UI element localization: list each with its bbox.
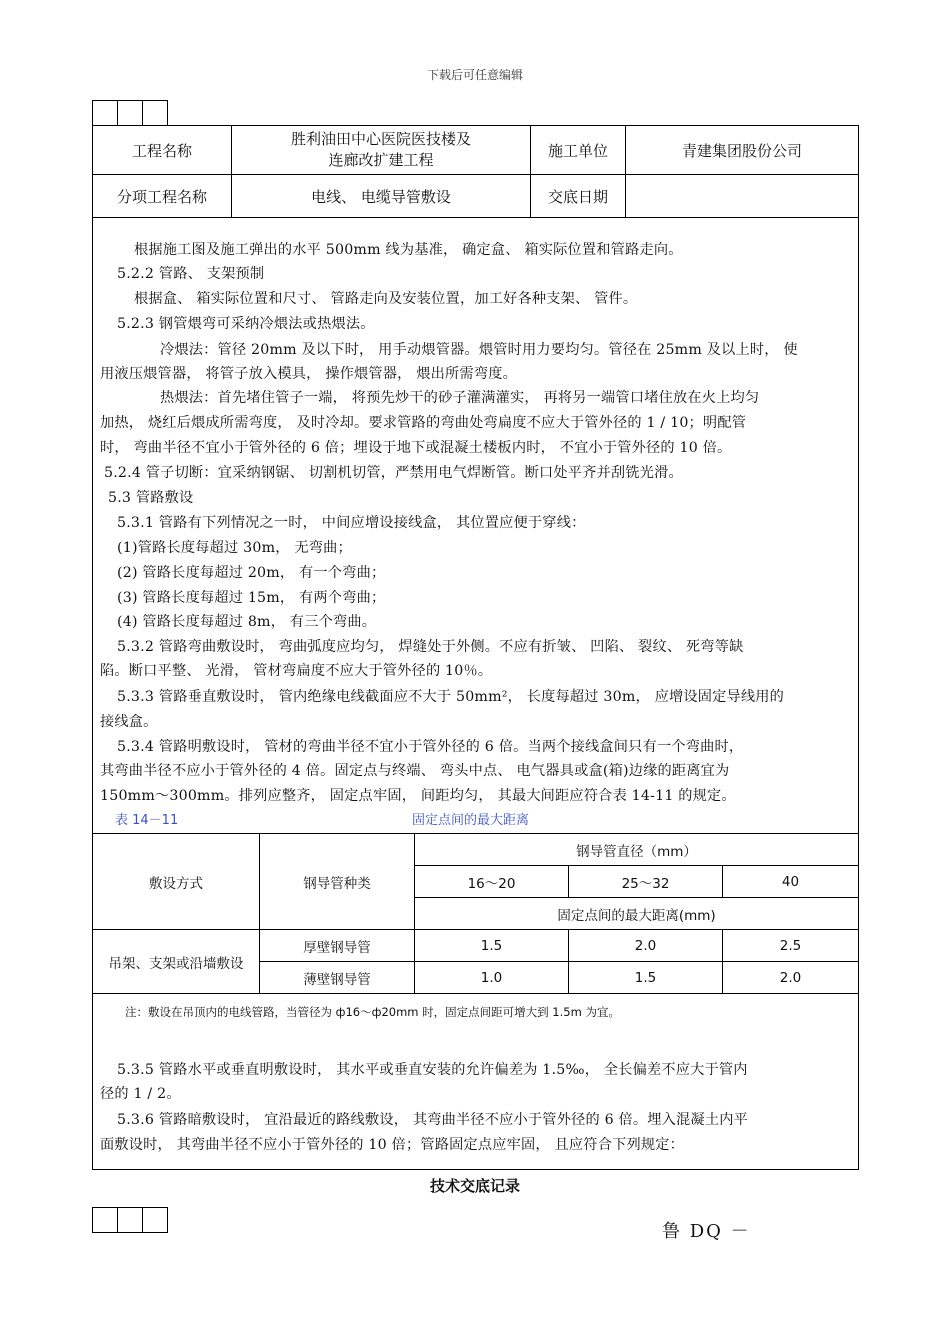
project-name-line2: 连廊改扩建工程 [328, 151, 434, 169]
code-boxes-top [92, 100, 167, 126]
body-line: 根据盒、 箱实际位置和尺寸、 管路走向及安装位置，加工好各种支架、 管件。 [134, 291, 638, 307]
date-value [626, 175, 859, 218]
document-code: 鲁 DQ － [662, 1221, 751, 1242]
footer-title: 技术交底记录 [429, 1177, 520, 1195]
value-cell: 2.0 [723, 962, 859, 994]
value-cell: 1.0 [415, 962, 569, 994]
body-line: 5.3.4 管路明敷设时， 管材的弯曲半径不宜小于管外径的 6 倍。当两个接线盒间只有一个弯曲时， [117, 739, 744, 755]
code-box [142, 1207, 168, 1233]
body-line: 接线盒。 [100, 714, 158, 730]
table-caption-number: 表 14－11 [115, 813, 179, 828]
body-line: 150mm～300mm。排列应整齐， 固定点牢固， 间距均匀， 其最大间距应符合表 14-11 的规定。 [100, 788, 736, 804]
project-name [232, 126, 531, 175]
type-cell: 厚壁钢导管 [260, 930, 415, 962]
header-note: 下载后可任意编辑 [426, 68, 523, 82]
list-item: (3) 管路长度每超过 15m， 有两个弯曲； [117, 590, 386, 606]
section-heading: 5.2.2 管路、 支架预制 [117, 266, 265, 282]
size-header: 25～32 [569, 866, 723, 898]
date-label: 交底日期 [531, 175, 626, 218]
body-line: 面敷设时， 其弯曲半径不应小于管外径的 10 倍；管路固定点应牢固， 且应符合下列规定： [100, 1137, 685, 1153]
type-cell: 薄壁钢导管 [260, 962, 415, 994]
value-cell: 1.5 [415, 930, 569, 962]
contractor: 青建集团股份公司 [626, 126, 859, 175]
code-box [92, 1207, 118, 1233]
project-info-table [92, 125, 859, 218]
section-heading: 5.2.4 管子切断：宜采纳钢锯、 切割机切管，严禁用电气焊断管。断口处平齐并刮铣光滑。 [104, 465, 683, 481]
table-note: 注：敷设在吊顶内的电线管路，当管径为 ф16～ф20mm 时，固定点间距可增大到 1.5m 为宜。 [125, 1005, 620, 1019]
body-line: 5.3.2 管路弯曲敷设时， 弯曲弧度应均匀， 焊缝处于外侧。不应有折皱、 凹陷、 裂纹、 死弯等缺 [117, 639, 744, 655]
value-cell: 2.0 [569, 930, 723, 962]
body-line: 径的 1 / 2。 [100, 1086, 181, 1102]
method-cell: 吊架、支架或沿墙敷设 [93, 930, 260, 994]
body-line: 时， 弯曲半径不宜小于管外径的 6 倍；埋设于地下或混凝土楼板内时， 不宜小于管外径的 10 倍。 [100, 440, 732, 456]
value-cell: 2.5 [723, 930, 859, 962]
size-header: 16～20 [415, 866, 569, 898]
subitem: 电线、 电缆导管敷设 [232, 175, 531, 218]
body-line: 热煨法：首先堵住管子一端， 将预先炒干的砂子灌满灌实， 再将另一端管口堵住放在火上均匀 [160, 390, 760, 406]
project-name-label: 工程名称 [93, 126, 232, 175]
body-line: 5.3.5 管路水平或垂直明敷设时， 其水平或垂直安装的允许偏差为 1.5‰， 全长偏差不应大于管内 [117, 1062, 748, 1078]
code-box [142, 100, 168, 126]
value-cell: 1.5 [569, 962, 723, 994]
code-box [92, 100, 118, 126]
project-name-line1: 胜利油田中心医院医技楼及 [290, 130, 471, 148]
distance-subheader: 固定点间的最大距离(mm) [415, 898, 859, 930]
list-item: (1)管路长度每超过 30m， 无弯曲； [117, 540, 352, 556]
list-item: (4) 管路长度每超过 8m， 有三个弯曲。 [117, 614, 377, 630]
body-line: 5.3.6 管路暗敷设时， 宜沿最近的路线敷设， 其弯曲半径不应小于管外径的 6 倍。埋入混凝土内平 [117, 1112, 748, 1128]
body-line: 根据施工图及施工弹出的水平 500mm 线为基准， 确定盒、 箱实际位置和管路走向。 [134, 242, 683, 258]
col-diameter-header: 钢导管直径（mm） [415, 834, 859, 866]
contractor-label: 施工单位 [531, 126, 626, 175]
body-line: 冷煨法：管径 20mm 及以下时， 用手动煨管器。煨管时用力要均匀。管径在 25mm 及以上时， 使 [160, 342, 798, 358]
subitem-label: 分项工程名称 [93, 175, 232, 218]
section-heading: 5.3 管路敷设 [108, 490, 194, 506]
size-header: 40 [723, 866, 859, 898]
fixing-distance-table [92, 833, 859, 994]
body-line: 用液压煨管器， 将管子放入模具， 操作煨管器， 煨出所需弯度。 [100, 366, 517, 382]
col-type-header: 钢导管种类 [260, 834, 415, 930]
body-line: 加热， 烧红后煨成所需弯度， 及时冷却。要求管路的弯曲处弯扁度不应大于管外径的 1 / 10；明配管 [100, 415, 747, 431]
list-item: (2) 管路长度每超过 20m， 有一个弯曲； [117, 565, 386, 581]
code-box [117, 100, 143, 126]
body-line: 5.3.1 管路有下列情况之一时， 中间应增设接线盒， 其位置应便于穿线： [117, 515, 586, 531]
code-box [117, 1207, 143, 1233]
col-method-header: 敷设方式 [93, 834, 260, 930]
section-heading: 5.2.3 钢管煨弯可采纳冷煨法或热煨法。 [117, 316, 375, 332]
table-caption-title: 固定点间的最大距离 [412, 813, 530, 828]
code-boxes-bottom [92, 1207, 167, 1233]
body-line: 其弯曲半径不应小于管外径的 4 倍。固定点与终端、 弯头中点、 电气器具或盒(箱)边缘的距离宜为 [100, 763, 730, 779]
body-line: 陷。断口平整、 光滑， 管材弯扁度不应大于管外径的 10％。 [100, 663, 493, 679]
body-line: 5.3.3 管路垂直敷设时， 管内绝缘电线截面应不大于 50mm²， 长度每超过 30m， 应增设固定导线用的 [117, 689, 785, 705]
